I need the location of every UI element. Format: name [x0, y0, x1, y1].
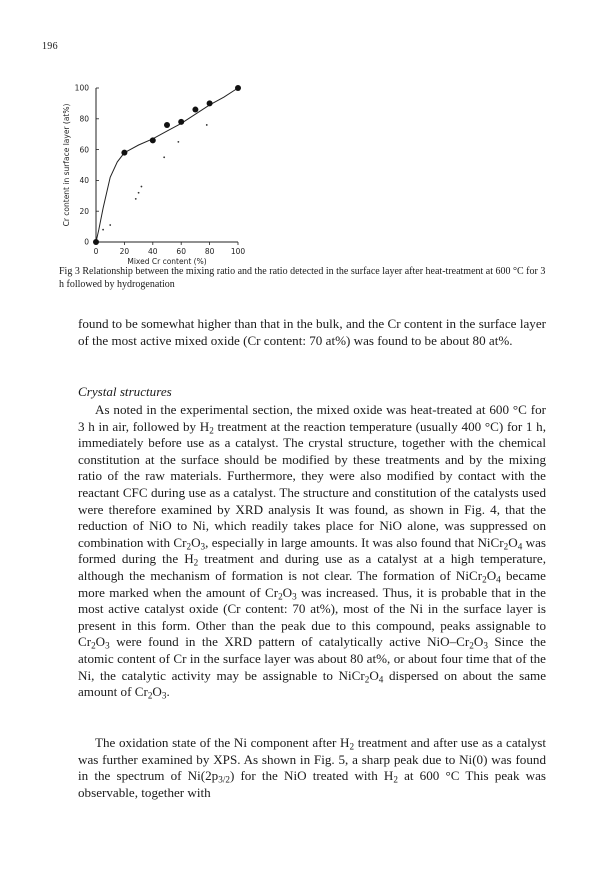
text-run: O [152, 684, 162, 700]
text-run: As noted in the experimental section, the mixed oxide was heat-treated at 600 °C for 3 h in air, followed by H [78, 402, 546, 434]
figure-3-chart [48, 74, 258, 270]
x-axis-label: Mixed Cr content (%) [127, 257, 207, 266]
text-run: Since the atomic content of Cr in the surface layer was about 80 at%, or about four time that of the Ni, the catalytic activity may be assignable to NiCr [78, 634, 546, 683]
text-run: treatment at the reaction temperature (usually 400 °C) for 1 h, immediately before use as a catalyst. The crystal structure, together with the chemical constitution at the surface should be modified by these treatments and by the mixing ratio of the raw materials. Furthermore, they were also modified by contact with the reactant CFC during use as a catalyst. The structure and constitution of the catalysts used were therefore examined by XRD analysis It was found, as shown in Fig. 4, that the reduction of NiO to Ni, which readily takes place for NiO alone, was suppressed on combination with Cr [78, 418, 546, 550]
x-tick-label: 0 [93, 247, 99, 256]
subscript: 4 [496, 574, 501, 585]
data-point [192, 107, 198, 113]
data-point [207, 100, 213, 106]
y-tick-label: 100 [74, 83, 89, 93]
subscript: 3 [292, 590, 297, 601]
chart-points [93, 85, 241, 245]
subscript: 2 [186, 541, 192, 552]
text-run: The oxidation state of the Ni component after H [95, 735, 350, 750]
xps-text [78, 735, 546, 801]
text-run: dispersed on about the same amount of Cr [78, 667, 547, 700]
y-tick-label: 20 [79, 206, 89, 216]
y-tick-label: 60 [79, 145, 89, 155]
text-run: was formed during the H [78, 534, 546, 567]
subscript: 2 [91, 640, 96, 651]
crystal-structures-paragraph [78, 402, 546, 701]
chart-axes [96, 88, 238, 242]
data-dot [163, 156, 165, 158]
subscript: 3 [161, 690, 167, 701]
data-point [121, 150, 127, 156]
y-tick-label: 40 [79, 176, 89, 186]
data-dot [102, 229, 104, 231]
subscript: 2 [193, 557, 199, 568]
x-tick-label: 20 [119, 247, 130, 256]
x-tick-label: 60 [176, 247, 186, 256]
subscript: 2 [147, 690, 153, 701]
text-run: O [191, 534, 201, 550]
y-tick-label: 80 [79, 114, 89, 124]
text-run: became more marked when the amount of Cr [78, 567, 546, 600]
intro-paragraph-text: found to be somewhat higher than that in the bulk, and the Cr content in the surface layer of the most active mixed oxide (Cr content: 70 at%) was found to be about 80 at%. [78, 316, 546, 348]
subscript: 2 [278, 590, 283, 601]
subscript: 2 [209, 424, 214, 435]
xps-paragraph [78, 735, 546, 801]
intro-paragraph [78, 316, 546, 349]
subscript: 3 [105, 640, 110, 651]
data-dot [138, 192, 140, 194]
subscript: 2 [503, 541, 509, 552]
y-tick-label: 0 [84, 237, 89, 247]
text-run: O [473, 634, 484, 650]
data-dot [177, 141, 179, 143]
text-run: O [508, 534, 518, 550]
chart-ticks [75, 84, 246, 256]
subscript: 3 [483, 640, 488, 651]
x-tick-label: 80 [204, 247, 215, 256]
subscript: 4 [517, 541, 523, 552]
data-point [164, 122, 170, 128]
subscript: 3/2 [218, 774, 230, 785]
text-run: at 600 °C This peak was observable, together with [78, 768, 547, 800]
subscript: 4 [378, 673, 384, 684]
x-tick-label: 40 [148, 247, 158, 256]
text-run: O [486, 567, 497, 583]
subscript: 2 [469, 640, 474, 651]
text-run: treatment and after use as a catalyst was further examined by XPS. As shown in Fig. 5, a sharp peak due to Ni(0) was found in the spectrum of Ni(2p [78, 735, 546, 784]
text-run: was increased. Thus, it is probable that in the most active catalyst oxide (Cr content: 70 at%), most of the Ni in the surface layer is present in this form. Other than the peak due to this compound, peaks assignable to Cr [78, 584, 546, 650]
y-axis-label: Cr content in surface layer (at%) [62, 103, 71, 227]
subscript: 2 [349, 741, 355, 752]
text-run: O [282, 584, 293, 600]
subscript: 2 [364, 673, 370, 684]
fitted-curve [96, 88, 238, 242]
subscript: 2 [482, 574, 487, 585]
data-point [235, 85, 241, 91]
data-point [150, 137, 156, 143]
page-number: 196 [42, 41, 58, 52]
text-run: ) for the NiO treated with H [229, 768, 394, 784]
subscript: 2 [393, 774, 398, 785]
data-point [93, 239, 99, 245]
subscript: 3 [200, 541, 206, 552]
text-run: . [166, 684, 170, 700]
text-run: O [95, 634, 106, 650]
text-run: were found in the XRD pattern of catalytically active NiO–Cr [109, 634, 470, 650]
section-heading: Crystal structures [78, 384, 172, 399]
text-run: , especially in large amounts. It was also found that NiCr [205, 534, 504, 550]
crystal-structures-text [78, 402, 546, 701]
data-dot [141, 186, 143, 188]
text-run: treatment and during use as a catalyst at a high temperature, although the mechanism of formation is not clear. The formation of NiCr [78, 551, 546, 583]
data-dot [135, 198, 137, 200]
figure-caption: Fig 3 Relationship between the mixing ratio and the ratio detected in the surface layer after heat-treatment at 600 °C for 3 h followed by hydrogenation [59, 266, 546, 290]
data-dot [109, 224, 111, 226]
x-tick-label: 100 [230, 247, 246, 256]
data-point [178, 119, 184, 125]
data-dot [206, 124, 208, 126]
text-run: O [369, 667, 379, 683]
